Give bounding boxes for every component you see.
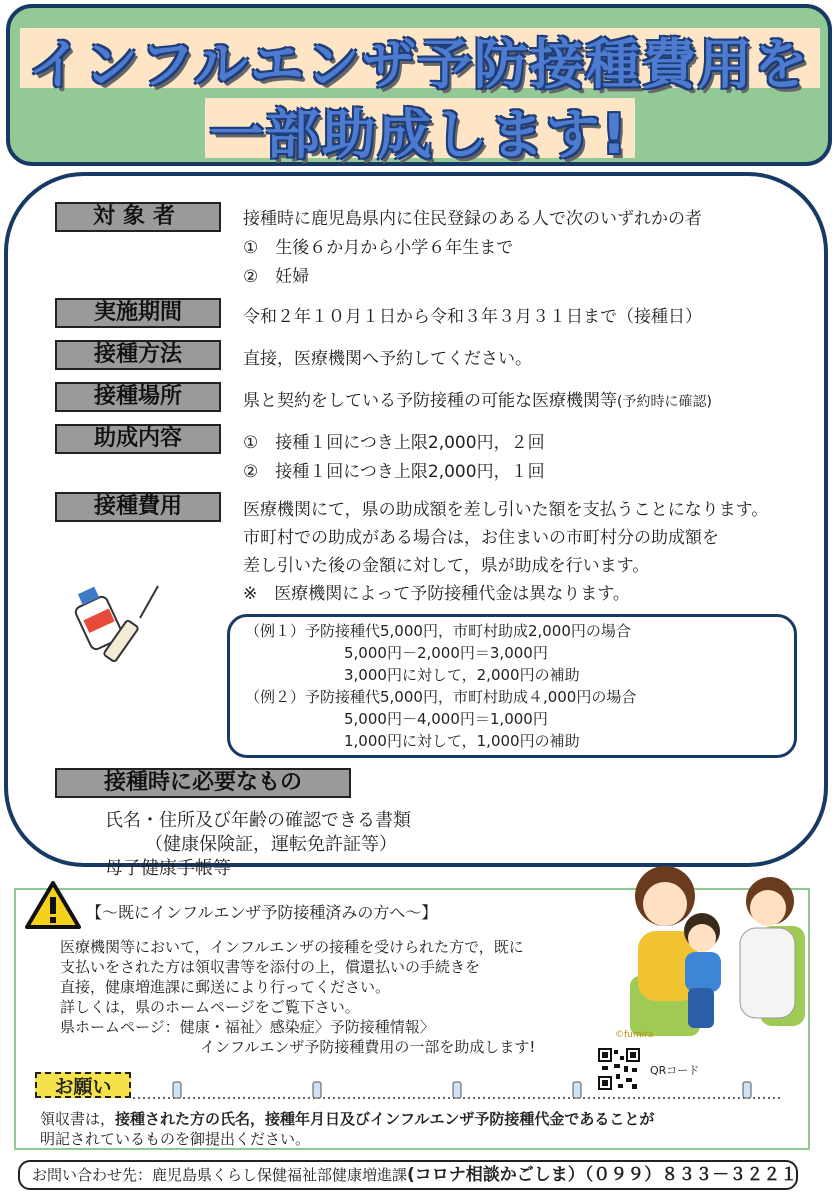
cost-line-4: ※ 医療機関によって予防接種代金は異なります。 <box>243 584 630 604</box>
place-text: 県と契約をしている予防接種の可能な医療機関等(予約時に確認) <box>243 391 712 411</box>
label-cost: 接種費用 <box>55 492 221 522</box>
target-line-1: 接種時に鹿児島県内に住民登録のある人で次のいずれかの者 <box>243 209 702 229</box>
notice-line-1: 医療機関等において，インフルエンザの接種を受けられた方で，既に <box>60 938 524 956</box>
label-period: 実施期間 <box>55 298 221 328</box>
label-place: 接種場所 <box>55 382 221 412</box>
notice-line-3: 直接，健康増進課に郵送により行ってください。 <box>60 978 391 996</box>
request-label: お願い <box>35 1072 131 1098</box>
qr-label: QRコード <box>650 1064 700 1077</box>
vaccination-illustration <box>610 856 810 1046</box>
subsidy-line-1: ① 接種１回につき上限2,000円，２回 <box>243 433 545 453</box>
example-1-result: 3,000円に対して，2,000円の補助 <box>344 666 580 684</box>
notice-line-4: 詳しくは，県のホームページをご覧下さい。 <box>60 998 360 1016</box>
notice-line-5: 県ホームページ：健康・福祉〉感染症〉予防接種情報〉 <box>60 1018 435 1036</box>
required-line-2: （健康保険証，運転免許証等） <box>145 834 397 855</box>
header-banner <box>6 4 832 166</box>
syringe-divider <box>133 1078 783 1104</box>
cost-line-1: 医療機関にて，県の助成額を差し引いた額を支払うことになります。 <box>243 500 769 520</box>
warning-icon <box>25 880 81 930</box>
page-title-line2: 一部助成します! <box>209 103 629 166</box>
label-method: 接種方法 <box>55 340 221 370</box>
example-2-title: （例２）予防接種代5,000円，市町村助成４,000円の場合 <box>245 688 637 706</box>
target-line-2: ① 生後６か月から小学６年生まで <box>243 238 514 258</box>
method-text: 直接，医療機関へ予約してください。 <box>243 349 532 369</box>
notice-line-2: 支払いをされた方は領収書等を添付の上，償還払いの手続きを <box>60 958 481 976</box>
label-required: 接種時に必要なもの <box>55 768 351 798</box>
notice-heading: 【～既にインフルエンザ予防接種済みの方へ～】 <box>86 903 438 922</box>
request-line-1: 領収書は，接種された方の氏名，接種年月日及びインフルエンザ予防接種代金であることが <box>40 1110 655 1128</box>
page-title-line1: インフルエンザ予防接種費用を <box>28 33 810 96</box>
example-1-calc: 5,000円－2,000円＝3,000円 <box>344 644 548 662</box>
example-2-result: 1,000円に対して，1,000円の補助 <box>344 732 580 750</box>
label-subsidy: 助成内容 <box>55 424 221 454</box>
label-target: 対象者 <box>55 202 221 232</box>
required-line-3: 母子健康手帳等 <box>105 858 231 879</box>
cost-line-3: 差し引いた後の金額に対して，県が助成を行います。 <box>243 556 650 576</box>
notice-line-6: インフルエンザ予防接種費用の一部を助成します! <box>200 1038 536 1056</box>
cost-line-2: 市町村での助成がある場合は，お住まいの市町村分の助成額を <box>243 528 719 548</box>
period-text: 令和２年１０月１日から令和３年３月３１日まで（接種日） <box>243 307 702 327</box>
illustration-credit: ©fumira <box>615 1030 654 1040</box>
example-2-calc: 5,000円－4,000円＝1,000円 <box>344 710 548 728</box>
subsidy-line-2: ② 接種１回につき上限2,000円，１回 <box>243 462 545 482</box>
request-line-2: 明記されているものを御提出ください。 <box>40 1130 311 1148</box>
target-line-3: ② 妊婦 <box>243 267 310 287</box>
vaccine-syringe-icon <box>74 580 164 670</box>
contact-footer: お問い合わせ先：鹿児島県くらし保健福祉部健康増進課(コロナ相談かごしま）（０９９）８３３－３２２１ <box>18 1160 798 1190</box>
example-1-title: （例１）予防接種代5,000円，市町村助成2,000円の場合 <box>245 622 631 640</box>
required-line-1: 氏名・住所及び年齢の確認できる書類 <box>105 810 411 831</box>
